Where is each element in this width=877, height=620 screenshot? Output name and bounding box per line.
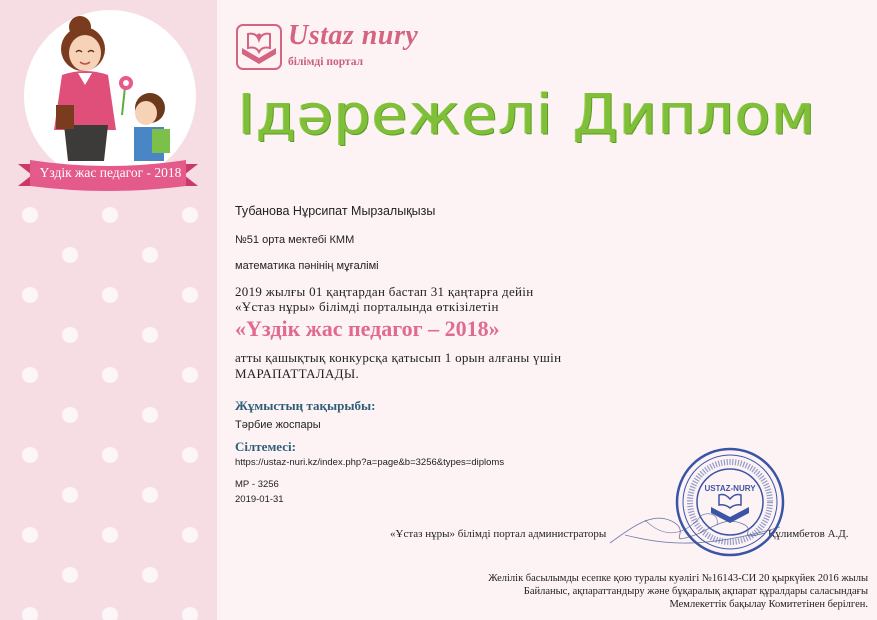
logo-subtitle: білімді портал (288, 56, 364, 68)
diploma-date: 2019-01-31 (235, 494, 284, 505)
recipient-school: №51 орта мектебі КММ (235, 234, 355, 246)
body-line-result: атты қашықтық конкурсқа қатысып 1 орын алғаны үшін (235, 350, 562, 365)
teacher-and-child-illustration (40, 15, 180, 165)
registration-footer (488, 572, 868, 611)
recipient-position: математика пәнінің мұғалімі (235, 260, 379, 272)
link-label: Сілтемесі: (235, 439, 296, 454)
diploma-code: МР - 3256 (235, 479, 279, 490)
signature-role: «Ұстаз нұры» білімді портал администраторы (390, 528, 607, 540)
recipient-name: Тубанова Нұрсипат Мырзалықызы (235, 204, 436, 218)
footer-line-issued: Мемлекеттік бақылау Комитетінен берілген. (669, 599, 868, 610)
footer-line-certificate: Желілік басылымды есепке қою туралы куәлігі №16143-СИ 20 қыркүйек 2016 жылы (488, 573, 868, 584)
stamp-text: USTAZ-NURY (704, 484, 756, 493)
ribbon-text: Үздік жас педагог - 2018 (39, 165, 182, 180)
diploma-link[interactable]: https://ustaz-nuri.kz/index.php?a=page&b=3256&types=diploms (235, 457, 505, 468)
book-logo-icon (236, 24, 282, 70)
left-decorative-panel (0, 0, 217, 620)
body-line-awarded: МАРАПАТТАЛАДЫ. (235, 366, 360, 381)
body-line-portal: «Ұстаз нұры» білімді порталында өткізілетін (235, 299, 499, 314)
contest-name: «Үздік жас педагог – 2018» (235, 316, 500, 341)
diploma-title: Ідәрежелі Диплом (238, 82, 817, 147)
official-stamp-seal (675, 447, 785, 557)
body-line-dates: 2019 жылғы 01 қаңтардан бастап 31 қаңтарға дейін (235, 284, 534, 299)
work-topic-label: Жұмыстың тақырыбы: (235, 398, 376, 413)
signature-name: Құлимбетов А.Д. (768, 528, 849, 540)
footer-line-committee: Байланыс, ақпараттандыру және бұқаралық ақпарат құралдары саласындағы (523, 586, 868, 597)
work-topic-value: Тәрбие жоспары (235, 419, 321, 431)
logo-title: Ustaz nury (288, 20, 419, 51)
